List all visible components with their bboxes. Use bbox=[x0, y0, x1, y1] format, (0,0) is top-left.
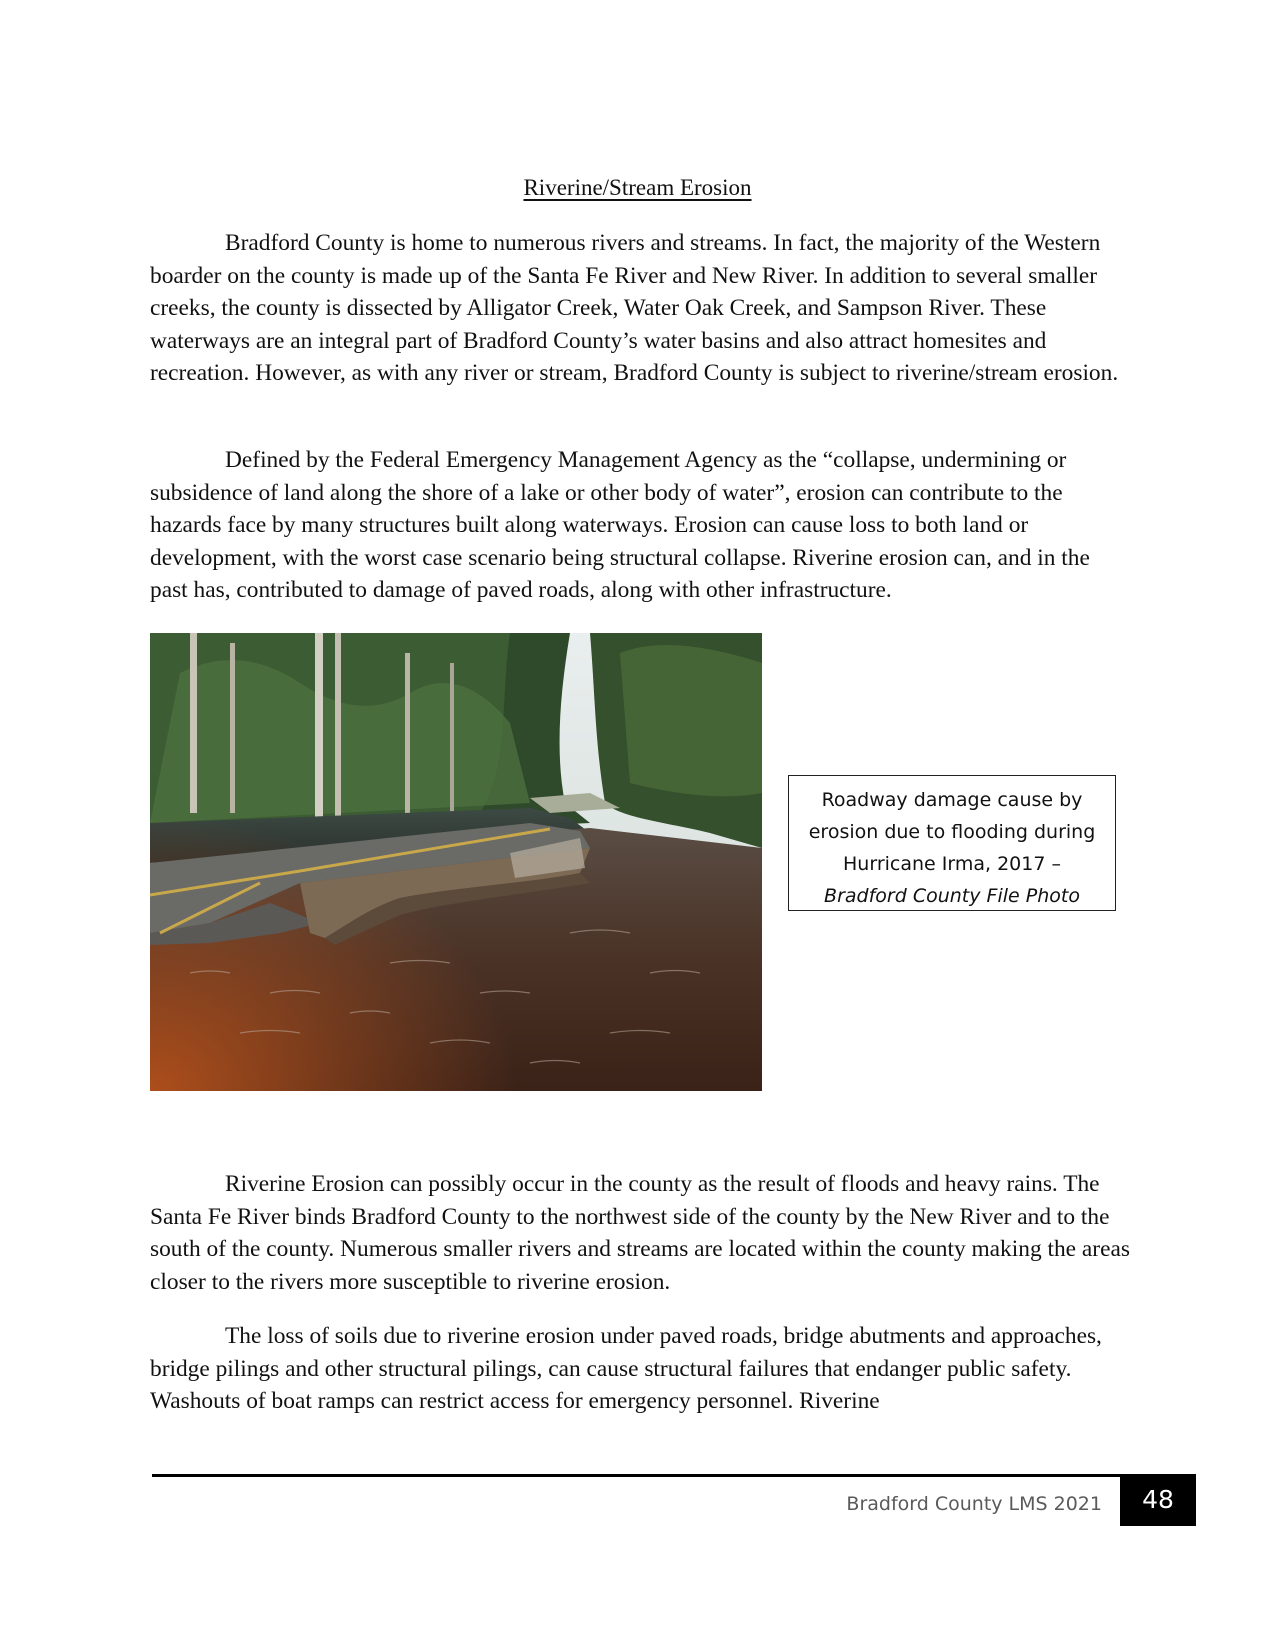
paragraph-flood-occurrence: Riverine Erosion can possibly occur in the county as the result of floods and heavy rains. The Santa Fe River binds Bradford County to the northwest side of the county by the New River and to the south of the county. Numerous smaller rivers and streams are located within the county making the areas closer to the rivers more susceptible to riverine erosion. bbox=[150, 1171, 1130, 1295]
paragraph-fema-definition: Defined by the Federal Emergency Management Agency as the “collapse, undermining or subsidence of land along the shore of a lake or other body of water”, erosion can contribute to the hazards face by many structures built along waterways. Erosion can cause loss to both land or development, with the worst case scenario being structural collapse. Riverine erosion can, and in the past has, contributed to damage of paved roads, along with other infrastructure. bbox=[150, 447, 1090, 604]
caption-photo-credit: Bradford County File Photo bbox=[824, 885, 1080, 907]
footer-divider bbox=[152, 1474, 1196, 1477]
caption-line-2: erosion due to flooding during bbox=[808, 821, 1096, 843]
page-number-badge: 48 bbox=[1120, 1474, 1196, 1526]
flooded-road-photo bbox=[150, 633, 762, 1091]
paragraph-waterways: Bradford County is home to numerous rivers and streams. In fact, the majority of the Western boarder on the county is made up of the Santa Fe River and New River. In addition to several smaller creeks, the county is dissected by Alligator Creek, Water Oak Creek, and Sampson River. These waterways are an integral part of Bradford County’s water basins and also attract homesites and recreation. However, as with any river or stream, Bradford County is subject to riverine/stream erosion. bbox=[150, 230, 1119, 387]
page-heading: Riverine/Stream Erosion bbox=[523, 175, 752, 200]
footer-document-title: Bradford County LMS 2021 bbox=[846, 1493, 1102, 1515]
paragraph-soil-loss: The loss of soils due to riverine erosion under paved roads, bridge abutments and approaches, bridge pilings and other structural pilings, can cause structural failures that endanger public safety. Washouts of boat ramps can restrict access for emergency personnel. Riverine bbox=[150, 1323, 1102, 1415]
photo-caption-box bbox=[788, 775, 1116, 911]
caption-line-1: Roadway damage cause by bbox=[821, 789, 1083, 811]
caption-line-3: Hurricane Irma, 2017 – bbox=[843, 853, 1061, 875]
